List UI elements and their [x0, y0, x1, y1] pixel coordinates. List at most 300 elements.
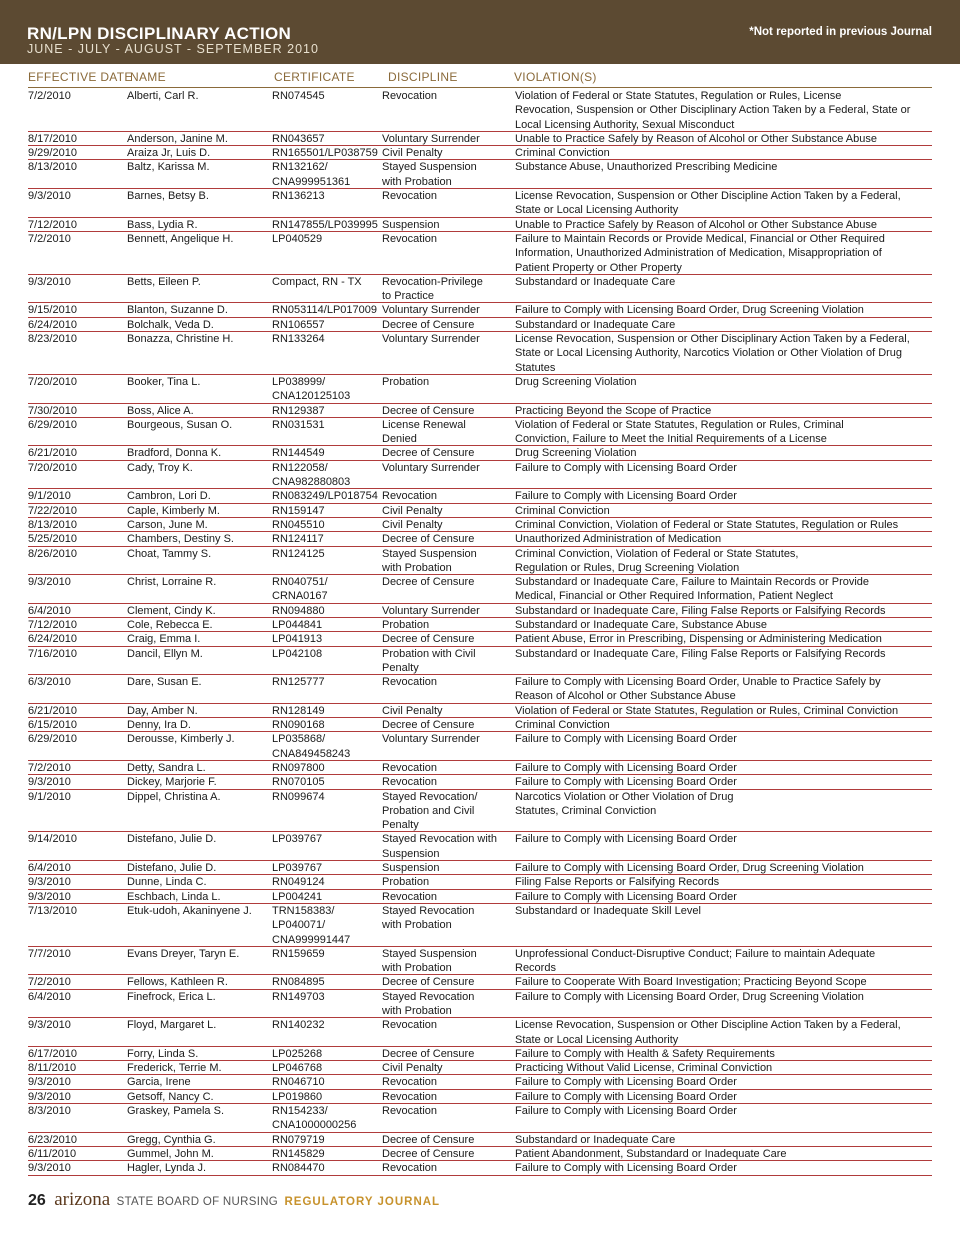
violation-cell: Substance Abuse, Unauthorized Prescribing Medicine [515, 161, 778, 174]
violation-cell: Failure to Comply with Licensing Board Order [515, 833, 737, 846]
table-row [28, 461, 932, 490]
effective-date-cell: 7/20/2010 [28, 461, 77, 474]
effective-date-cell: 8/3/2010 [28, 1105, 71, 1118]
effective-date-cell: 6/4/2010 [28, 862, 71, 875]
discipline-cell: Revocation [382, 232, 438, 245]
page-title: RN/LPN DISCIPLINARY ACTION [27, 24, 292, 43]
name-cell: Getsoff, Nancy C. [127, 1090, 214, 1103]
table-row [28, 275, 932, 304]
name-cell: Bradford, Donna K. [127, 447, 222, 460]
effective-date-cell: 8/13/2010 [28, 518, 77, 531]
effective-date-cell: 6/29/2010 [28, 418, 77, 431]
table-row [28, 861, 932, 875]
table-row [28, 990, 932, 1019]
effective-date-cell: 9/29/2010 [28, 147, 77, 160]
certificate-cell: RN140232 [272, 1019, 325, 1032]
effective-date-cell: 9/3/2010 [28, 190, 71, 203]
discipline-cell: Voluntary Surrender [382, 304, 480, 317]
violation-cell: License Revocation, Suspension or Other Disciplinary Action Taken by a Federal, State or Local Licensing Authority, Narcotics Violation or Other Violation of Drug Statutes [515, 333, 910, 374]
effective-date-cell: 9/3/2010 [28, 576, 71, 589]
certificate-cell: RN128149 [272, 704, 325, 717]
table-row [28, 732, 932, 761]
name-cell: Dunne, Linda C. [127, 876, 207, 889]
discipline-cell: Voluntary Surrender [382, 461, 480, 474]
violation-cell: Patient Abandonment, Substandard or Inadequate Care [515, 1147, 787, 1160]
discipline-cell: Revocation [382, 90, 438, 102]
effective-date-cell: 8/11/2010 [28, 1062, 77, 1075]
violation-cell: Criminal Conviction [515, 147, 610, 160]
table-row [28, 504, 932, 518]
violation-cell: Practicing Beyond the Scope of Practice [515, 404, 712, 417]
name-cell: Finefrock, Erica L. [127, 990, 216, 1003]
violation-cell: Failure to Comply with Licensing Board Order, Unable to Practice Safely by Reason of Alcohol or Other Substance Abuse [515, 676, 881, 703]
name-cell: Cady, Troy K. [127, 461, 193, 474]
discipline-cell: Stayed Revocation with Probation [382, 904, 475, 932]
table-row [28, 975, 932, 989]
table-row [28, 1075, 932, 1089]
certificate-cell: RN154233/ CNA1000000256 [272, 1105, 357, 1132]
certificate-cell: RN046710 [272, 1076, 325, 1089]
table-row [28, 632, 932, 646]
page-header [0, 0, 960, 64]
table-row [28, 718, 932, 732]
violation-cell: Failure to Comply with Licensing Board Order [515, 1162, 737, 1175]
certificate-cell: RN094880 [272, 604, 325, 617]
certificate-cell: RN144549 [272, 447, 325, 460]
name-cell: Forry, Linda S. [127, 1047, 199, 1060]
certificate-cell: LP039767 [272, 833, 323, 846]
name-cell: Etuk-udoh, Akaninyene J. [127, 904, 252, 917]
table-row [28, 132, 932, 146]
discipline-cell: Decree of Censure [382, 1133, 475, 1146]
effective-date-cell: 9/3/2010 [28, 275, 71, 288]
effective-date-cell: 7/20/2010 [28, 375, 77, 388]
table-row [28, 675, 932, 704]
effective-date-cell: 7/12/2010 [28, 218, 77, 231]
name-cell: Gummel, John M. [127, 1147, 214, 1160]
name-cell: Dippel, Christina A. [127, 790, 221, 803]
table-row [28, 489, 932, 503]
violation-cell: Failure to Comply with Licensing Board Order [515, 890, 737, 903]
effective-date-cell: 6/4/2010 [28, 604, 71, 617]
certificate-cell: Compact, RN - TX [272, 275, 362, 288]
certificate-cell: LP025268 [272, 1047, 323, 1060]
certificate-cell: LP039767 [272, 862, 323, 875]
table-row [28, 418, 932, 447]
violation-cell: Failure to Comply with Health & Safety Requirements [515, 1047, 775, 1060]
discipline-cell: Probation [382, 375, 430, 388]
certificate-cell: LP044841 [272, 618, 323, 631]
discipline-cell: Revocation [382, 890, 438, 903]
table-row [28, 704, 932, 718]
discipline-cell: Stayed Suspension with Probation [382, 161, 477, 188]
effective-date-cell: 9/1/2010 [28, 490, 71, 503]
discipline-cell: Decree of Censure [382, 318, 475, 331]
violation-cell: Failure to Comply with Licensing Board Order, Drug Screening Violation [515, 990, 864, 1003]
discipline-cell: Revocation [382, 190, 438, 203]
violation-cell: Narcotics Violation or Other Violation of Drug Statutes, Criminal Conviction [515, 790, 734, 817]
effective-date-cell: 9/3/2010 [28, 1162, 71, 1175]
violation-cell: Failure to Comply with Licensing Board Order [515, 1076, 737, 1089]
table-row [28, 232, 932, 275]
name-cell: Bass, Lydia R. [127, 218, 198, 231]
name-cell: Cambron, Lori D. [127, 490, 211, 503]
table-row [28, 1147, 932, 1161]
effective-date-cell: 8/26/2010 [28, 547, 77, 560]
name-cell: Floyd, Margaret L. [127, 1019, 217, 1032]
effective-date-cell: 6/4/2010 [28, 990, 71, 1003]
effective-date-cell: 7/13/2010 [28, 904, 77, 917]
certificate-cell: RN070105 [272, 776, 325, 789]
table-row [28, 1090, 932, 1104]
column-headers [28, 70, 932, 88]
page-footer [28, 1189, 932, 1211]
name-cell: Bonazza, Christine H. [127, 333, 234, 346]
name-cell: Derousse, Kimberly J. [127, 733, 235, 746]
table-row [28, 404, 932, 418]
violation-cell: License Revocation, Suspension or Other Discipline Action Taken by a Federal, State or Local Licensing Authority [515, 1019, 901, 1046]
discipline-cell: Revocation [382, 490, 438, 503]
table-row [28, 775, 932, 789]
name-cell: Bourgeous, Susan O. [127, 418, 233, 431]
certificate-cell: RN099674 [272, 790, 325, 803]
name-cell: Baltz, Karissa M. [127, 161, 210, 174]
table-row [28, 160, 932, 189]
violation-cell: Failure to Comply with Licensing Board Order [515, 1105, 737, 1118]
violation-cell: Substandard or Inadequate Care, Substance Abuse [515, 618, 767, 631]
discipline-cell: Decree of Censure [382, 404, 475, 417]
effective-date-cell: 9/3/2010 [28, 876, 71, 889]
effective-date-cell: 9/1/2010 [28, 790, 71, 803]
col-certificate: CERTIFICATE [274, 70, 355, 84]
table-row [28, 1061, 932, 1075]
violation-cell: Failure to Cooperate With Board Investigation; Practicing Beyond Scope [515, 976, 867, 989]
name-cell: Clement, Cindy K. [127, 604, 216, 617]
effective-date-cell: 7/2/2010 [28, 761, 71, 774]
effective-date-cell: 7/22/2010 [28, 504, 77, 517]
violation-cell: Failure to Comply with Licensing Board Order, Drug Screening Violation [515, 862, 864, 875]
certificate-cell: RN136213 [272, 190, 325, 203]
violation-cell: Filing False Reports or Falsifying Records [515, 876, 720, 889]
table-row [28, 790, 932, 833]
violation-cell: Violation of Federal or State Statutes, Regulation or Rules, License Revocation, Suspension or Other Disciplinary Action Taken by a Federal, State or Local Licensing Authority, Sexual Misconduct [515, 90, 911, 131]
discipline-cell: Revocation [382, 1076, 438, 1089]
name-cell: Craig, Emma I. [127, 633, 201, 646]
effective-date-cell: 8/23/2010 [28, 333, 77, 346]
certificate-cell: RN122058/ CNA982880803 [272, 461, 351, 489]
name-cell: Choat, Tammy S. [127, 547, 212, 560]
table-row [28, 1104, 932, 1133]
table-row [28, 904, 932, 947]
effective-date-cell: 6/21/2010 [28, 447, 77, 460]
name-cell: Blanton, Suzanne D. [127, 304, 228, 317]
discipline-cell: Voluntary Surrender [382, 733, 480, 746]
discipline-cell: Revocation [382, 1090, 438, 1103]
discipline-cell: Suspension [382, 218, 440, 231]
certificate-cell: RN147855/LP039995 [272, 218, 378, 231]
discipline-cell: Probation with Civil Penalty [382, 647, 476, 674]
effective-date-cell: 9/3/2010 [28, 1090, 71, 1103]
discipline-cell: Probation [382, 876, 430, 889]
violation-cell: Criminal Conviction [515, 719, 610, 732]
name-cell: Bennett, Angelique H. [127, 232, 234, 245]
effective-date-cell: 6/24/2010 [28, 318, 77, 331]
violation-cell: Patient Abuse, Error in Prescribing, Dispensing or Administering Medication [515, 633, 882, 646]
certificate-cell: RN045510 [272, 518, 325, 531]
discipline-cell: Decree of Censure [382, 533, 475, 546]
discipline-cell: Decree of Censure [382, 976, 475, 989]
name-cell: Alberti, Carl R. [127, 90, 199, 102]
table-row [28, 1018, 932, 1047]
certificate-cell: RN145829 [272, 1147, 325, 1160]
name-cell: Fellows, Kathleen R. [127, 976, 228, 989]
date-range-subtitle: JUNE - JULY - AUGUST - SEPTEMBER 2010 [27, 42, 319, 56]
effective-date-cell: 9/3/2010 [28, 776, 71, 789]
discipline-cell: Revocation [382, 1162, 438, 1175]
violation-cell: Substandard or Inadequate Care, Filing False Reports or Falsifying Records [515, 647, 886, 660]
discipline-cell: Revocation [382, 1019, 438, 1032]
violation-cell: Drug Screening Violation [515, 375, 637, 388]
violation-cell: Substandard or Inadequate Skill Level [515, 904, 701, 917]
table-row [28, 146, 932, 160]
certificate-cell: RN083249/LP018754 [272, 490, 378, 503]
certificate-cell: TRN158383/ LP040071/ CNA999991447 [272, 904, 351, 946]
name-cell: Betts, Eileen P. [127, 275, 201, 288]
effective-date-cell: 8/17/2010 [28, 132, 77, 145]
certificate-cell: RN124125 [272, 547, 325, 560]
name-cell: Frederick, Terrie M. [127, 1062, 222, 1075]
effective-date-cell: 9/15/2010 [28, 304, 77, 317]
name-cell: Denny, Ira D. [127, 719, 191, 732]
violation-cell: Criminal Conviction, Violation of Federal or State Statutes, Regulation or Rules, Drug Screening Violation [515, 547, 799, 574]
violation-cell: License Revocation, Suspension or Other Discipline Action Taken by a Federal, State or Local Licensing Authority [515, 190, 901, 217]
effective-date-cell: 6/29/2010 [28, 733, 77, 746]
table-row [28, 189, 932, 218]
discipline-cell: Decree of Censure [382, 719, 475, 732]
name-cell: Chambers, Destiny S. [127, 533, 234, 546]
col-effective-date: EFFECTIVE DATE [28, 70, 133, 84]
certificate-cell: RN124117 [272, 533, 324, 546]
violation-cell: Failure to Comply with Licensing Board Order, Drug Screening Violation [515, 304, 864, 317]
certificate-cell: LP042108 [272, 647, 323, 660]
violation-cell: Substandard or Inadequate Care [515, 1133, 676, 1146]
discipline-cell: Decree of Censure [382, 633, 475, 646]
effective-date-cell: 8/13/2010 [28, 161, 77, 174]
certificate-cell: RN031531 [272, 418, 325, 431]
certificate-cell: RN132162/ CNA999951361 [272, 161, 351, 188]
certificate-cell: RN106557 [272, 318, 325, 331]
effective-date-cell: 7/2/2010 [28, 976, 71, 989]
name-cell: Anderson, Janine M. [127, 132, 228, 145]
effective-date-cell: 6/17/2010 [28, 1047, 77, 1060]
discipline-cell: Civil Penalty [382, 504, 443, 517]
violation-cell: Substandard or Inadequate Care [515, 275, 676, 288]
effective-date-cell: 9/3/2010 [28, 1076, 71, 1089]
certificate-cell: RN074545 [272, 90, 325, 102]
violation-cell: Failure to Comply with Licensing Board Order [515, 733, 737, 746]
violation-cell: Criminal Conviction, Violation of Federal or State Statutes, Regulation or Rules [515, 518, 899, 531]
name-cell: Araiza Jr, Luis D. [127, 147, 211, 160]
name-cell: Distefano, Julie D. [127, 862, 217, 875]
board-name: STATE BOARD OF NURSING [116, 1196, 279, 1208]
table-row [28, 761, 932, 775]
effective-date-cell: 9/3/2010 [28, 1019, 71, 1032]
discipline-cell: Decree of Censure [382, 1147, 475, 1160]
discipline-cell: Stayed Revocation with Probation [382, 990, 475, 1017]
table-row [28, 303, 932, 317]
certificate-cell: LP038999/ CNA120125103 [272, 375, 351, 403]
page-number: 26 [28, 1192, 46, 1209]
col-discipline: DISCIPLINE [388, 70, 458, 84]
table-row [28, 618, 932, 632]
table-row [28, 1047, 932, 1061]
effective-date-cell: 7/16/2010 [28, 647, 77, 660]
col-name: NAME [130, 70, 166, 84]
certificate-cell: LP046768 [272, 1062, 323, 1075]
table-row [28, 604, 932, 618]
name-cell: Booker, Tina L. [127, 375, 201, 388]
col-violations: VIOLATION(S) [514, 70, 597, 84]
name-cell: Boss, Alice A. [127, 404, 194, 417]
table-row [28, 218, 932, 232]
violation-cell: Substandard or Inadequate Care, Filing False Reports or Falsifying Records [515, 604, 886, 617]
effective-date-cell: 6/11/2010 [28, 1147, 77, 1160]
certificate-cell: RN149703 [272, 990, 325, 1003]
discipline-cell: Decree of Censure [382, 576, 475, 589]
discipline-cell: Revocation [382, 1105, 438, 1118]
table-row [28, 532, 932, 546]
certificate-cell: RN133264 [272, 333, 325, 346]
name-cell: Graskey, Pamela S. [127, 1105, 224, 1118]
name-cell: Evans Dreyer, Taryn E. [127, 947, 240, 960]
name-cell: Christ, Lorraine R. [127, 576, 217, 589]
violation-cell: Substandard or Inadequate Care [515, 318, 676, 331]
certificate-cell: RN079719 [272, 1133, 325, 1146]
not-reported-note: *Not reported in previous Journal [749, 26, 932, 38]
journal-name: REGULATORY JOURNAL [284, 1196, 441, 1208]
effective-date-cell: 7/2/2010 [28, 232, 71, 245]
discipline-cell: Suspension [382, 862, 440, 875]
discipline-cell: Civil Penalty [382, 147, 443, 160]
name-cell: Carson, June M. [127, 518, 208, 531]
discipline-cell: Stayed Revocation/ Probation and Civil Penalty [382, 790, 478, 832]
certificate-cell: RN090168 [272, 719, 325, 732]
discipline-cell: Decree of Censure [382, 1047, 475, 1060]
violation-cell: Unauthorized Administration of Medication [515, 533, 722, 546]
table-row [28, 875, 932, 889]
effective-date-cell: 7/30/2010 [28, 404, 77, 417]
effective-date-cell: 6/15/2010 [28, 719, 77, 732]
discipline-cell: Revocation [382, 761, 438, 774]
effective-date-cell: 6/21/2010 [28, 704, 77, 717]
violation-cell: Failure to Comply with Licensing Board Order [515, 1090, 737, 1103]
violation-cell: Practicing Without Valid License, Criminal Conviction [515, 1062, 773, 1075]
discipline-cell: Decree of Censure [382, 447, 475, 460]
table-row [28, 575, 932, 604]
name-cell: Eschbach, Linda L. [127, 890, 221, 903]
discipline-cell: Stayed Suspension with Probation [382, 947, 477, 975]
violation-cell: Failure to Comply with Licensing Board Order [515, 776, 737, 789]
name-cell: Distefano, Julie D. [127, 833, 217, 846]
violation-cell: Unable to Practice Safely by Reason of Alcohol or Other Substance Abuse [515, 218, 877, 231]
certificate-cell: LP019860 [272, 1090, 323, 1103]
table-row [28, 89, 932, 132]
table-row [28, 332, 932, 375]
table-row [28, 375, 932, 404]
table-row [28, 1133, 932, 1147]
discipline-cell: Revocation [382, 776, 438, 789]
name-cell: Cole, Rebecca E. [127, 618, 213, 631]
violation-cell: Criminal Conviction [515, 504, 610, 517]
effective-date-cell: 7/2/2010 [28, 90, 71, 102]
name-cell: Dare, Susan E. [127, 676, 202, 689]
effective-date-cell: 6/23/2010 [28, 1133, 77, 1146]
violation-cell: Failure to Comply with Licensing Board Order [515, 490, 737, 503]
discipline-cell: Stayed Suspension with Probation [382, 547, 477, 574]
violation-cell: Unable to Practice Safely by Reason of Alcohol or Other Substance Abuse [515, 132, 877, 145]
effective-date-cell: 9/14/2010 [28, 833, 77, 846]
violation-cell: Failure to Comply with Licensing Board Order [515, 461, 737, 474]
discipline-cell: Voluntary Surrender [382, 604, 480, 617]
certificate-cell: LP040529 [272, 232, 323, 245]
certificate-cell: LP035868/ CNA849458243 [272, 733, 351, 760]
table-row [28, 947, 932, 976]
certificate-cell: RN159147 [272, 504, 325, 517]
certificate-cell: LP004241 [272, 890, 323, 903]
effective-date-cell: 5/25/2010 [28, 533, 77, 546]
violation-cell: Drug Screening Violation [515, 447, 637, 460]
name-cell: Dickey, Marjorie F. [127, 776, 217, 789]
discipline-cell: Voluntary Surrender [382, 333, 480, 346]
certificate-cell: RN159659 [272, 947, 325, 960]
name-cell: Caple, Kimberly M. [127, 504, 220, 517]
discipline-cell: Civil Penalty [382, 518, 443, 531]
name-cell: Gregg, Cynthia G. [127, 1133, 216, 1146]
certificate-cell: RN084895 [272, 976, 325, 989]
discipline-cell: Civil Penalty [382, 1062, 443, 1075]
violation-cell: Violation of Federal or State Statutes, Regulation or Rules, Criminal Conviction, Failure to Meet the Initial Requirements of a License [515, 418, 844, 446]
discipline-cell: Voluntary Surrender [382, 132, 480, 145]
effective-date-cell: 6/24/2010 [28, 633, 77, 646]
certificate-cell: LP041913 [272, 633, 323, 646]
certificate-cell: RN049124 [272, 876, 325, 889]
discipline-cell: License Renewal Denied [382, 418, 466, 446]
name-cell: Detty, Sandra L. [127, 761, 206, 774]
certificate-cell: RN125777 [272, 676, 325, 689]
name-cell: Garcia, Irene [127, 1076, 191, 1089]
certificate-cell: RN043657 [272, 132, 325, 145]
table-row [28, 318, 932, 332]
violation-cell: Failure to Comply with Licensing Board Order [515, 761, 737, 774]
discipline-cell: Civil Penalty [382, 704, 443, 717]
brand-logo-text: arizona [54, 1189, 111, 1210]
discipline-cell: Stayed Revocation with Suspension [382, 833, 497, 860]
certificate-cell: RN053114/LP017009 [272, 304, 377, 317]
violation-cell: Unprofessional Conduct-Disruptive Conduct; Failure to maintain Adequate Records [515, 947, 876, 975]
certificate-cell: RN084470 [272, 1162, 325, 1175]
table-row [28, 832, 932, 861]
name-cell: Dancil, Ellyn M. [127, 647, 203, 660]
discipline-cell: Revocation-Privilege to Practice [382, 275, 483, 303]
effective-date-cell: 7/7/2010 [28, 947, 71, 960]
violation-cell: Violation of Federal or State Statutes, Regulation or Rules, Criminal Conviction [515, 704, 899, 717]
table-row [28, 1161, 932, 1175]
disciplinary-table [28, 89, 932, 1176]
certificate-cell: RN097800 [272, 761, 325, 774]
discipline-cell: Probation [382, 618, 430, 631]
certificate-cell: RN040751/ CRNA0167 [272, 576, 328, 603]
effective-date-cell: 9/3/2010 [28, 890, 71, 903]
